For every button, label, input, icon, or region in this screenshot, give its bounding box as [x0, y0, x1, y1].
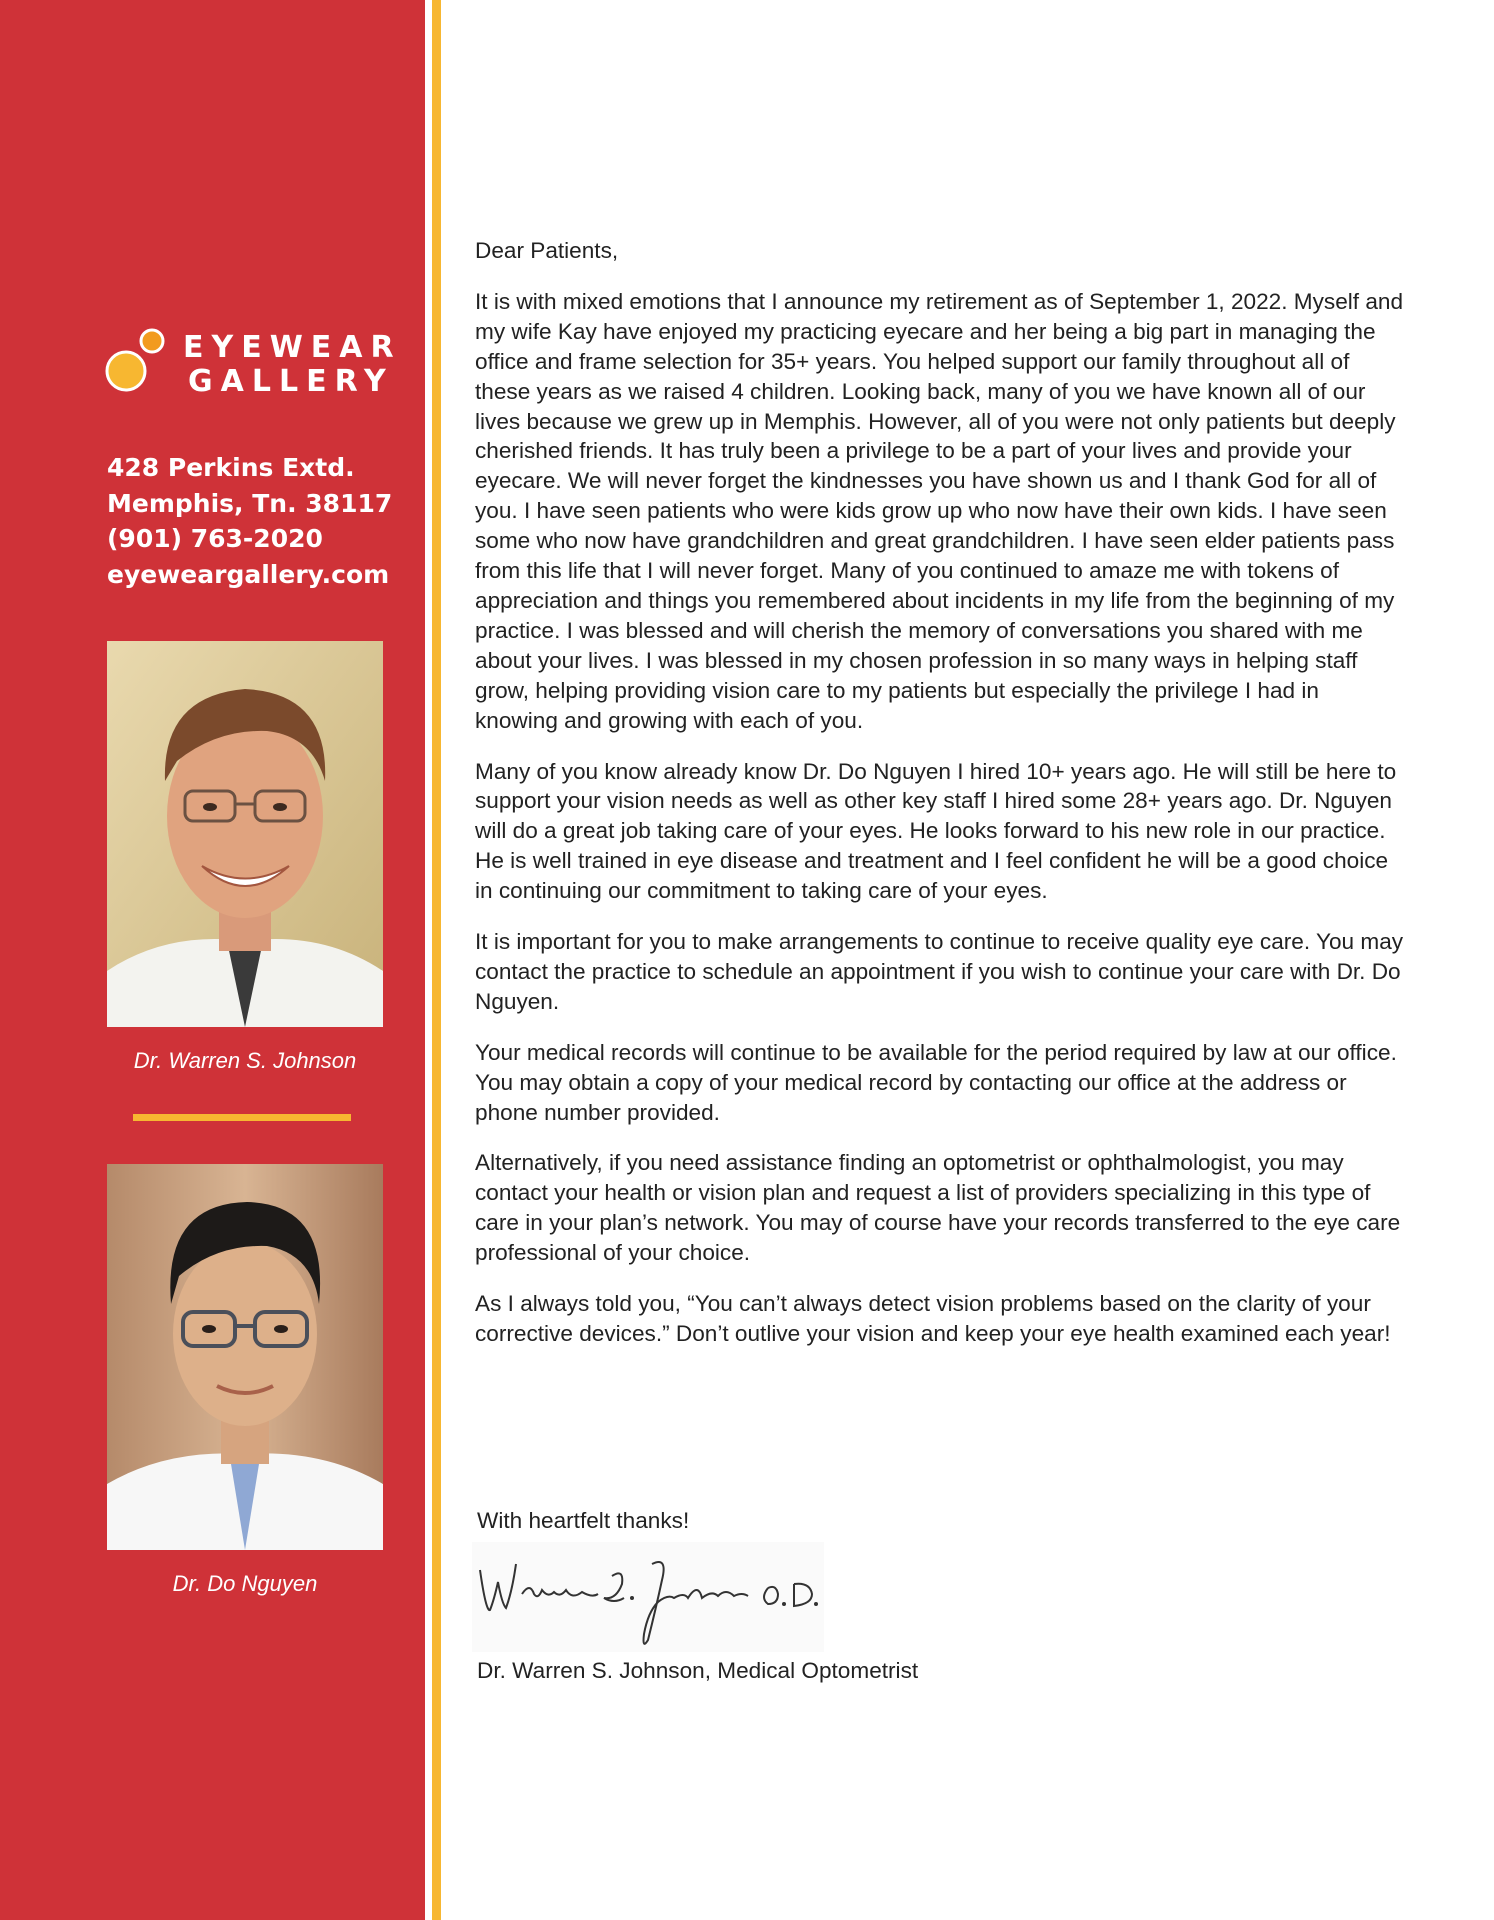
brand-wordmark: [183, 331, 402, 399]
doctor-caption-nguyen: Dr. Do Nguyen: [172, 1571, 318, 1596]
logo-circles-icon: [105, 326, 165, 396]
doctor-portrait-icon: [107, 641, 383, 1027]
doctor-caption-johnson: Dr. Warren S. Johnson: [133, 1048, 357, 1073]
letter-paragraph: Many of you know already know Dr. Do Nguyen I hired 10+ years ago. He will still be here to support your vision needs as well as other key staff I hired some 28+ years ago. Dr. Nguyen will do a great job taking care of your eyes. He looks forward to his new role in our practice. He is well trained in eye disease and treatment and I feel confident he will be a good choice in continuing our commitment to taking care of your eyes.: [475, 758, 1397, 904]
accent-bar: [432, 0, 441, 1920]
contact-address: 428 Perkins Extd.: [107, 453, 355, 482]
letter-body: [475, 236, 1405, 1370]
contact-phone: (901) 763-2020: [107, 524, 323, 553]
brand-logo: [105, 326, 402, 399]
letter-paragraph: Alternatively, if you need assistance finding an optometrist or ophthalmologist, you may contact your health or vision plan and request a list of providers specializing in this type of care in your plan’s network. You may of course have your records transferred to the eye care professional of your choice.: [475, 1150, 1401, 1266]
brand-name-line1: EYEWEAR: [183, 330, 402, 365]
signer-name: Dr. Warren S. Johnson, Medical Optometrist: [477, 1658, 919, 1683]
letter-closing: With heartfelt thanks!: [477, 1508, 690, 1533]
letter-greeting: Dear Patients,: [475, 238, 619, 263]
letter-paragraph: It is important for you to make arrangements to continue to receive quality eye care. You may contact the practice to schedule an appointment if you wish to continue your care with Dr. Do Nguyen.: [475, 929, 1404, 1014]
caption-divider: [133, 1114, 351, 1121]
doctor-portrait-icon: [107, 1164, 383, 1550]
sidebar: [0, 0, 425, 1920]
contact-city: Memphis, Tn. 38117: [107, 488, 393, 518]
signature-image: [472, 1542, 824, 1652]
letter-paragraph: It is with mixed emotions that I announce my retirement as of September 1, 2022. Myself and my wife Kay have enjoyed my practicing eyecare and her being a big part in managing the office and frame selection for 35+ years. You helped support our family throughout all of these years as we raised 4 children. Looking back, many of you we have known all of our lives because we grew up in Memphis. However, all of you were not only patients but deeply cherished friends. It has truly been a privilege to be a part of your lives and provide your eyecare. We will never forget the kindnesses you have shown us and I thank God for all of you. I have seen patients who were kids grow up who now have their own kids. I have seen some who now have grandchildren and great grandchildren. I have seen elder patients pass from this life that I will never forget. Many of you continued to amaze me with tokens of appreciation and things you remembered about incidents in my life from the beginning of my practice. I was blessed and will cherish the memory of conversations you shared with me about your lives. I was blessed in my chosen profession in so many ways in helping staff grow, helping providing vision care to my patients but especially the privilege I had in knowing and growing with each of you.: [475, 288, 1404, 733]
doctor-photo-nguyen: [107, 1164, 383, 1550]
contact-website[interactable]: eyeweargallery.com: [107, 559, 390, 589]
doctor-photo-johnson: [107, 641, 383, 1027]
brand-name-line2: GALLERY: [188, 364, 394, 399]
letter-paragraph: Your medical records will continue to be available for the period required by law at our office. You may obtain a copy of your medical record by contacting our office at the address or phone number provided.: [475, 1039, 1397, 1125]
contact-block: [107, 450, 392, 592]
letter-paragraph: As I always told you, “You can’t always detect vision problems based on the clarity of your corrective devices.” Don’t outlive your vision and keep your eye health examined each year!: [475, 1291, 1391, 1346]
